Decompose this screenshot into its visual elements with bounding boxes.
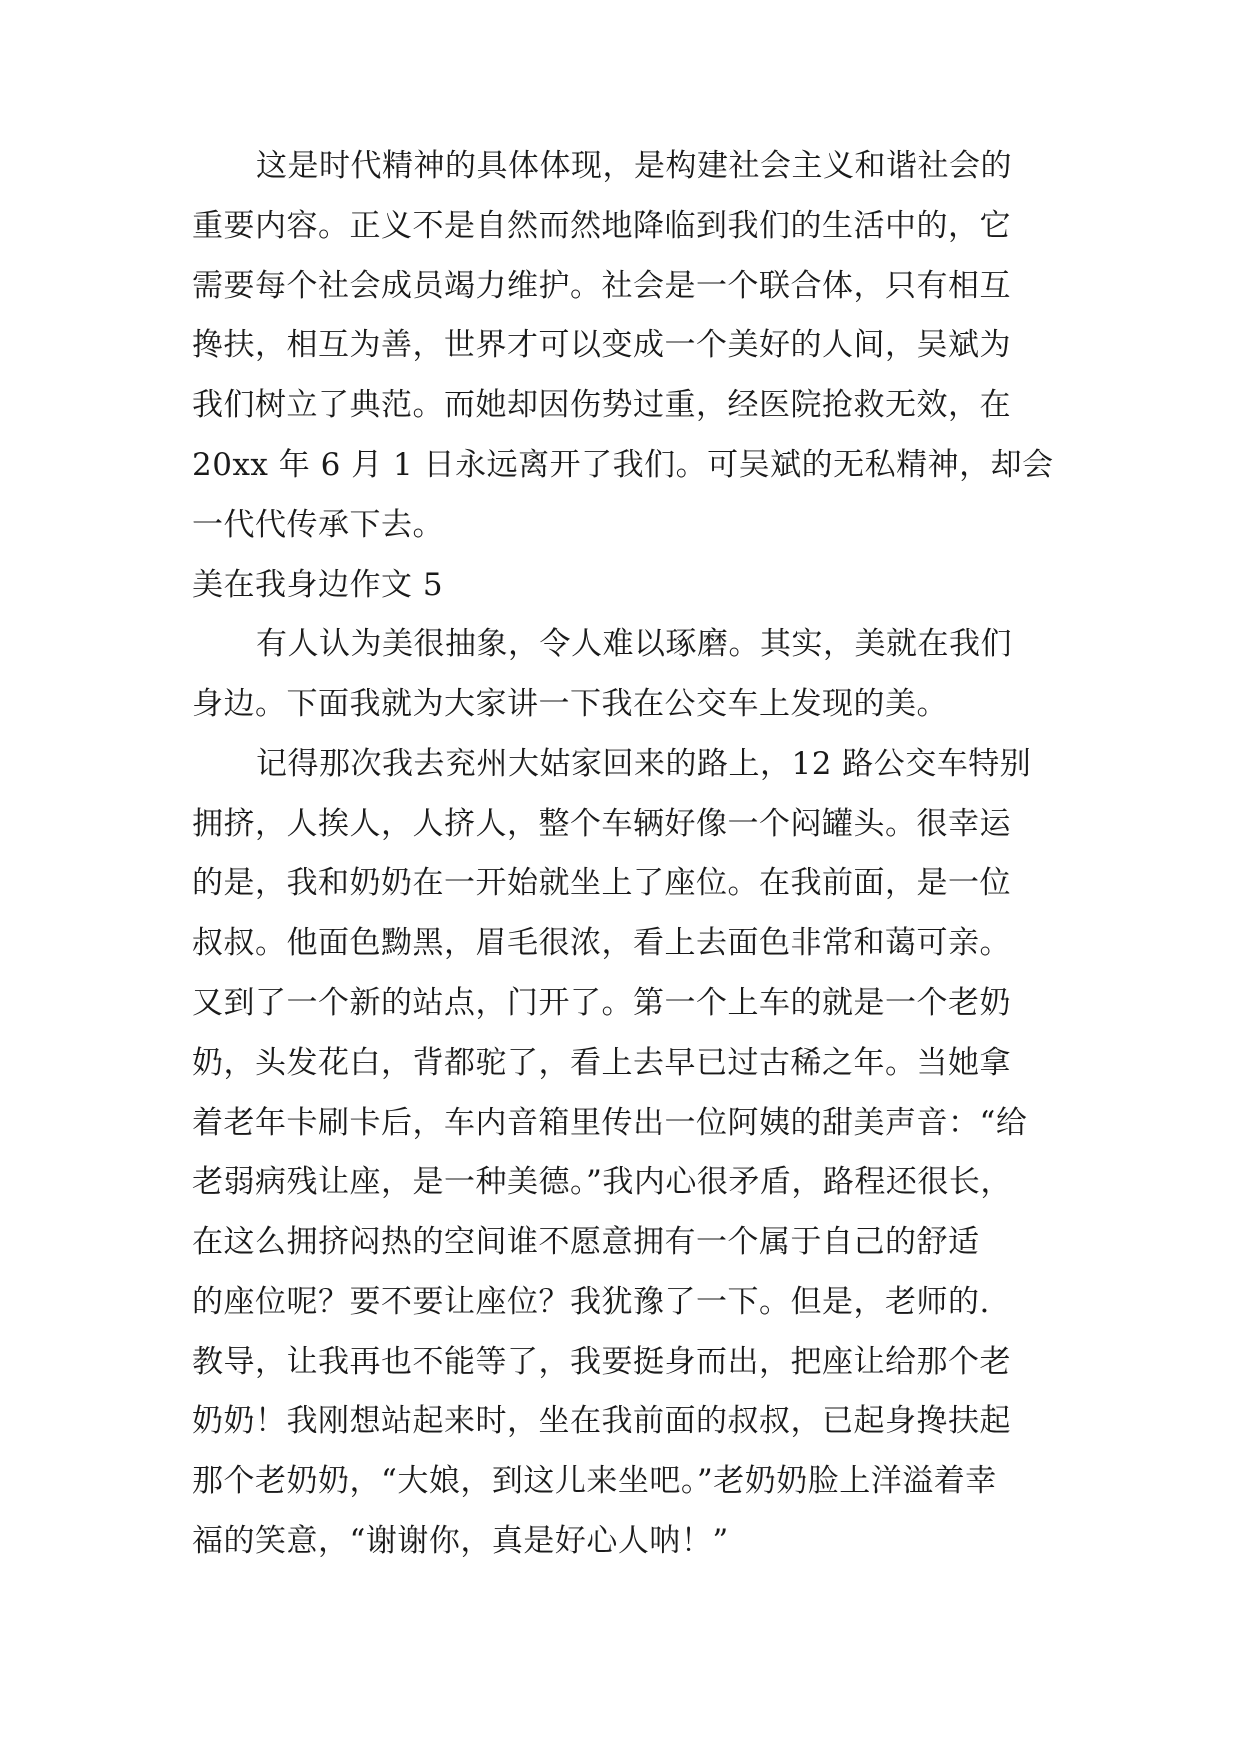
paragraph-line: 福的笑意，“谢谢你，真是好心人呐！” — [192, 1523, 729, 1559]
paragraph-line: 的座位呢？要不要让座位？我犹豫了一下。但是，老师的. — [192, 1284, 990, 1320]
paragraph-line: 又到了一个新的站点，门开了。第一个上车的就是一个老奶 — [192, 985, 1011, 1021]
paragraph-line: 搀扶，相互为善，世界才可以变成一个美好的人间，吴斌为 — [192, 327, 1011, 363]
paragraph-line: 一代代传承下去。 — [192, 507, 444, 543]
paragraph-line: 20xx 年 6 月 1 日永远离开了我们。可吴斌的无私精神，却会 — [192, 447, 1054, 483]
paragraph-line: 拥挤，人挨人，人挤人，整个车辆好像一个闷罐头。很幸运 — [192, 806, 1011, 842]
paragraph-line: 奶奶！我刚想站起来时，坐在我前面的叔叔，已起身搀扶起 — [192, 1403, 1011, 1439]
section-title: 美在我身边作文 5 — [192, 567, 444, 603]
paragraph-line: 叔叔。他面色黝黑，眉毛很浓，看上去面色非常和蔼可亲。 — [192, 925, 1011, 961]
paragraph-line: 的是，我和奶奶在一开始就坐上了座位。在我前面，是一位 — [192, 865, 1011, 901]
paragraph-line: 奶，头发花白，背都驼了，看上去早已过古稀之年。当她拿 — [192, 1045, 1011, 1081]
paragraph-line: 重要内容。正义不是自然而然地降临到我们的生活中的，它 — [192, 208, 1011, 244]
paragraph-line: 老弱病残让座，是一种美德。”我内心很矛盾，路程还很长， — [192, 1164, 1012, 1200]
paragraph-line: 在这么拥挤闷热的空间谁不愿意拥有一个属于自己的舒适 — [192, 1224, 980, 1260]
paragraph-line: 身边。下面我就为大家讲一下我在公交车上发现的美。 — [192, 686, 948, 722]
paragraph-line: 我们树立了典范。而她却因伤势过重，经医院抢救无效，在 — [192, 387, 1011, 423]
paragraph-line: 这是时代精神的具体体现，是构建社会主义和谐社会的 — [256, 148, 1012, 184]
paragraph-line: 有人认为美很抽象，令人难以琢磨。其实，美就在我们 — [256, 626, 1012, 662]
paragraph-line: 教导，让我再也不能等了，我要挺身而出，把座让给那个老 — [192, 1344, 1011, 1380]
paragraph-line: 着老年卡刷卡后，车内音箱里传出一位阿姨的甜美声音：“给 — [192, 1105, 1028, 1141]
paragraph-line: 需要每个社会成员竭力维护。社会是一个联合体，只有相互 — [192, 268, 1011, 304]
paragraph-line: 记得那次我去兖州大姑家回来的路上，12 路公交车特别 — [256, 746, 1032, 782]
paragraph-line: 那个老奶奶，“大娘，到这儿来坐吧。”老奶奶脸上洋溢着幸 — [192, 1463, 997, 1499]
